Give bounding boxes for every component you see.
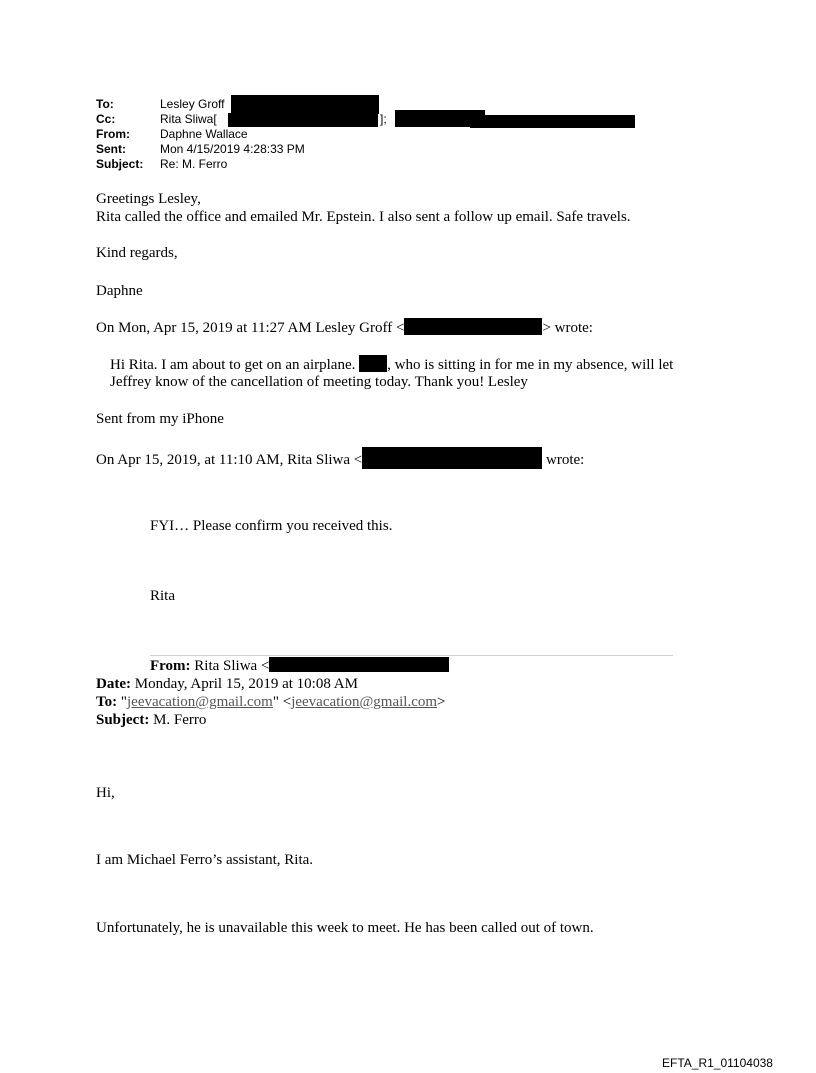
quote-intro: [96, 318, 593, 337]
forwarded-from-value: Rita Sliwa <: [194, 658, 270, 674]
redaction-block: [228, 113, 378, 127]
body-line: Rita called the office and emailed Mr. Epstein. I also sent a follow up email. Safe travels.: [96, 209, 631, 225]
email-link[interactable]: jeevacation@gmail.com: [291, 694, 438, 710]
forwarded-greeting: Hi,: [96, 785, 115, 801]
quote-intro-suffix: wrote:: [542, 452, 585, 468]
sent-from: Sent from my iPhone: [96, 411, 224, 427]
forwarded-to: [96, 693, 446, 711]
redaction-block: [470, 115, 635, 128]
quote-line-text: Hi Rita. I am about to get on an airplane.: [110, 357, 356, 373]
forwarded-intro: I am Michael Ferro’s assistant, Rita.: [96, 852, 314, 868]
cc-separator: ];: [380, 112, 387, 126]
quote-signature: Rita: [150, 588, 175, 604]
forwarded-date-label: Date:: [96, 676, 131, 692]
forwarded-to-label: To:: [96, 694, 118, 710]
forwarded-message: Unfortunately, he is unavailable this week to meet. He has been called out of town.: [96, 920, 594, 936]
quote-intro-text: On Mon, Apr 15, 2019 at 11:27 AM Lesley Groff <: [96, 320, 405, 336]
quote-mark: " <: [272, 694, 292, 710]
forwarded-subject-value: M. Ferro: [153, 712, 207, 728]
quote-intro-text: On Apr 15, 2019, at 11:10 AM, Rita Sliwa <: [96, 452, 363, 468]
to-label: To:: [96, 97, 114, 111]
sent-label: Sent:: [96, 142, 126, 156]
forwarded-from-label: From:: [150, 658, 191, 674]
redaction-block: [269, 657, 449, 672]
quote-line-suffix: , who is sitting in for me in my absence, will let: [387, 357, 674, 373]
quote-line: Jeffrey know of the cancellation of meeting today. Thank you! Lesley: [110, 374, 528, 390]
quote-line: [110, 355, 673, 374]
redaction-block: [231, 95, 379, 114]
quote-intro: [96, 447, 584, 469]
divider: [150, 655, 673, 656]
from-value: Daphne Wallace: [160, 127, 248, 141]
cc-value: Rita Sliwa[: [160, 112, 217, 126]
signature: Daphne: [96, 283, 143, 299]
document-id: EFTA_R1_01104038: [662, 1056, 773, 1070]
email-link[interactable]: jeevacation@gmail.com: [127, 694, 273, 710]
cc-label: Cc:: [96, 112, 116, 126]
redaction-block: [362, 447, 542, 469]
forwarded-from: [150, 657, 449, 675]
forwarded-subject-label: Subject:: [96, 712, 150, 728]
subject-value: Re: M. Ferro: [160, 157, 228, 171]
forwarded-subject: [96, 711, 206, 729]
sent-value: Mon 4/15/2019 4:28:33 PM: [160, 142, 305, 156]
subject-label: Subject:: [96, 157, 144, 171]
to-value: Lesley Groff: [160, 97, 225, 111]
closing: Kind regards,: [96, 245, 178, 261]
fyi-line: FYI… Please confirm you received this.: [150, 518, 393, 534]
greeting: Greetings Lesley,: [96, 191, 201, 207]
forwarded-date: [96, 675, 358, 693]
angle-bracket: >: [437, 694, 446, 710]
quote-mark: ": [120, 694, 127, 710]
redaction-block: [359, 355, 387, 372]
redaction-block: [404, 318, 542, 335]
quote-intro-suffix: > wrote:: [542, 320, 593, 336]
from-label: From:: [96, 127, 130, 141]
forwarded-date-value: Monday, April 15, 2019 at 10:08 AM: [134, 676, 358, 692]
